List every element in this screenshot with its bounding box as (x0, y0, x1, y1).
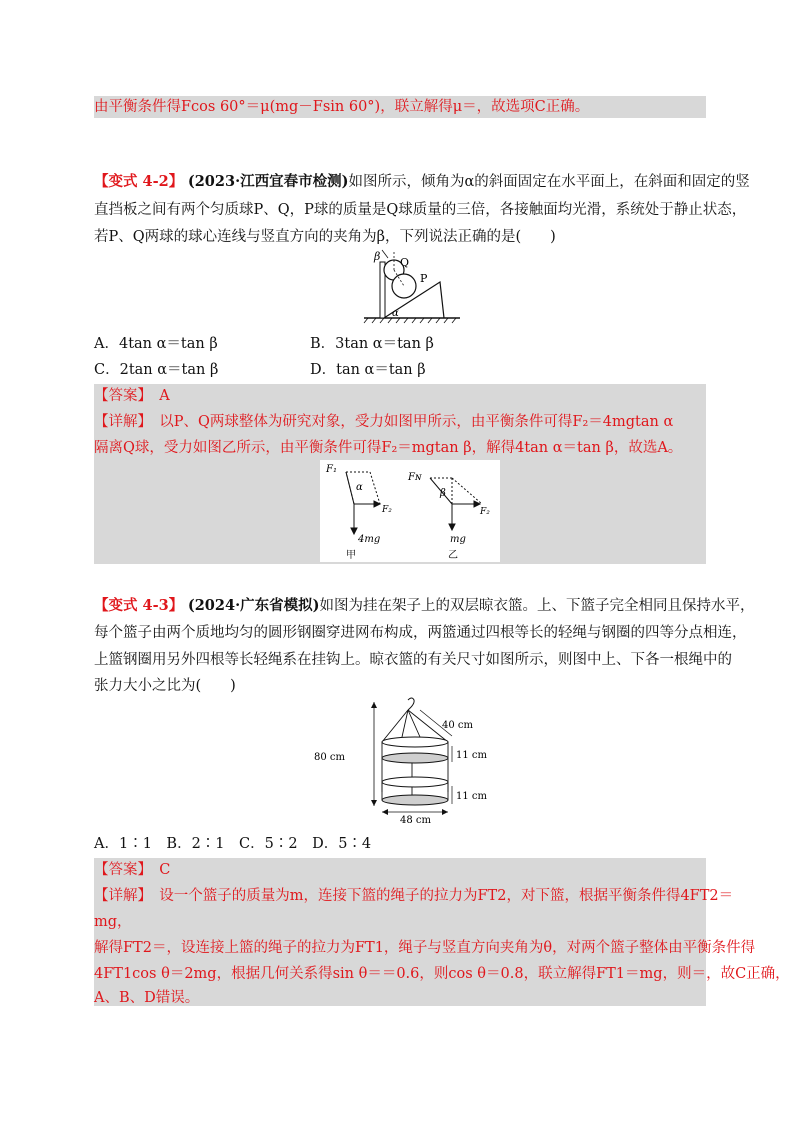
q42-detail-line2: 隔离Q球，受力如图乙所示，由平衡条件可得F₂＝mgtan β，解得4tan α＝tan β，故选A。 (94, 440, 683, 456)
q43-fig-11cm-a: 11 cm (456, 750, 487, 761)
force-f2a: F₂ (382, 505, 392, 515)
q43-detail-line5: A、B、D错误。 (94, 990, 200, 1006)
q43-fig-11cm-b: 11 cm (456, 791, 487, 802)
q42-line1 (94, 172, 750, 192)
q43-options[interactable]: A．1∶1 B．2∶1 C．5∶2 D．5∶4 (94, 836, 372, 852)
q43-fig-40cm: 40 cm (442, 720, 473, 731)
force-yi: 乙 (448, 550, 458, 561)
q43-stem-1: 如图为挂在架子上的双层晾衣篮。上、下篮子完全相同且保持水平， (319, 598, 755, 614)
q42-fig-q: Q (400, 256, 410, 269)
force-jia: 甲 (346, 550, 356, 561)
q42-detail-label: 【详解】 (94, 414, 145, 430)
q42-stem-1: 如图所示，倾角为α的斜面固定在水平面上，在斜面和固定的竖 (348, 174, 750, 190)
q43-line4: 张力大小之比为( ) (94, 678, 236, 694)
q43-line3: 上篮钢圈用另外四根等长轻绳系在挂钩上。晾衣篮的有关尺寸如图所示，则图中上、下各一根绳中的 (94, 652, 732, 668)
q42-source: (2023·江西宜春市检测) (187, 173, 349, 190)
q43-detail-line4: 4FT1cos θ＝2mg，根据几何关系得sin θ＝＝0.6，则cos θ＝0.8，联立解得FT1＝mg，则＝，故C正确， (94, 966, 790, 982)
q42-detail-line1 (94, 412, 673, 432)
q42-fig-alpha: α (392, 308, 399, 319)
q42-fig-beta: β (374, 250, 381, 263)
q42-tag: 【变式 4-2】 (94, 173, 184, 190)
q42-answer-label: 【答案】 (94, 388, 145, 404)
q43-detail-label: 【详解】 (94, 888, 145, 904)
force-fn: Fɴ (408, 472, 422, 483)
q43-fig-48cm: 48 cm (400, 815, 431, 824)
force-4mg: 4mg (358, 534, 381, 545)
force-f2b: F₂ (480, 507, 490, 517)
q42-answer: A (159, 388, 170, 404)
q42-detail1: 以P、Q两球整体为研究对象，受力如图甲所示，由平衡条件可得F₂＝4mgtan α (159, 414, 674, 430)
q43-detail1: 设一个篮子的质量为m，连接下篮的绳子的拉力为FT2，对下篮，根据平衡条件得4FT2＝ (159, 888, 734, 904)
q42-line2: 直挡板之间有两个匀质球P、Q，P球的质量是Q球质量的三倍，各接触面均光滑，系统处于静止状态， (94, 202, 747, 218)
force-f1: F₁ (326, 464, 337, 475)
q43-basket-figure (300, 696, 500, 824)
q43-answer-line (94, 860, 170, 880)
q43-source: (2024·广东省模拟) (187, 597, 320, 614)
q43-line1 (94, 596, 755, 616)
force-mg: mg (450, 534, 466, 545)
q43-detail-line2: mg， (94, 914, 132, 930)
q43-detail-line1 (94, 886, 733, 906)
q42-incline-figure (360, 248, 464, 324)
q42-option-b[interactable]: B．3tan α＝tan β (310, 336, 434, 352)
q42-answer-line (94, 386, 170, 406)
top-solution-line: 由平衡条件得Fcos 60°＝μ(mg－Fsin 60°)，联立解得μ＝，故选项C正确。 (94, 99, 590, 115)
q42-fig-p: P (420, 272, 428, 285)
q43-detail-line3: 解得FT2＝，设连接上篮的绳子的拉力为FT1，绳子与竖直方向夹角为θ，对两个篮子整体由平衡条件得 (94, 940, 756, 956)
force-alpha: α (356, 482, 363, 493)
q42-line3: 若P、Q两球的球心连线与竖直方向的夹角为β，下列说法正确的是( ) (94, 229, 556, 245)
q42-option-d[interactable]: D．tan α＝tan β (310, 362, 426, 378)
q42-option-c[interactable]: C．2tan α＝tan β (94, 362, 219, 378)
q43-answer: C (159, 862, 171, 878)
q43-tag: 【变式 4-3】 (94, 597, 184, 614)
q43-line2: 每个篮子由两个质地均匀的圆形钢圈穿进网布构成，两篮通过四根等长的轻绳与钢圈的四等分点相连， (94, 625, 747, 641)
q42-force-diagrams (320, 460, 500, 562)
q43-fig-80cm: 80 cm (314, 752, 345, 763)
q42-option-a[interactable]: A．4tan α＝tan β (94, 336, 218, 352)
force-beta: β (440, 488, 446, 499)
q43-answer-label: 【答案】 (94, 862, 145, 878)
